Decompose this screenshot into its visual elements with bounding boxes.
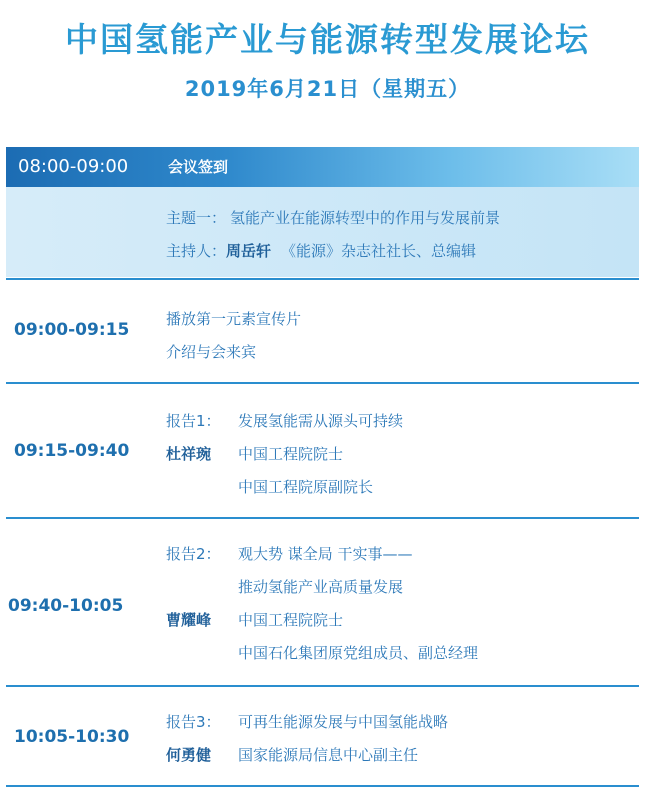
- speaker-title: 中国工程院院士: [238, 445, 344, 463]
- session-time: 10:05-10:30: [14, 727, 130, 747]
- row-divider: [6, 382, 639, 384]
- row-divider: [6, 517, 639, 519]
- report-title: 推动氢能产业高质量发展: [238, 578, 404, 596]
- report-title: 可再生能源发展与中国氢能战略: [238, 713, 449, 731]
- speaker-title: 中国工程院院士: [238, 611, 344, 629]
- report-label: 报告3：: [166, 713, 221, 731]
- session-item: 介绍与会来宾: [166, 343, 257, 361]
- speaker-name: 何勇健: [166, 746, 212, 764]
- signin-time: 08:00-09:00: [18, 156, 129, 177]
- signin-label: 会议签到: [168, 158, 229, 176]
- session-time: 09:15-09:40: [14, 441, 130, 461]
- page-title: 中国氢能产业与能源转型发展论坛: [65, 20, 590, 59]
- speaker-name: 杜祥琬: [166, 445, 212, 463]
- speaker-title: 中国工程院原副院长: [238, 478, 374, 496]
- report-label: 报告2：: [166, 545, 221, 563]
- row-divider: [6, 785, 639, 787]
- speaker-title: 中国石化集团原党组成员、副总经理: [238, 644, 479, 662]
- event-date: 2019年6月21日（星期五）: [184, 77, 471, 101]
- row-divider: [6, 278, 639, 280]
- report-title: 观大势 谋全局 干实事——: [238, 545, 413, 563]
- theme-line: [166, 207, 500, 228]
- theme-label: 主题一：: [166, 209, 227, 227]
- row-divider: [6, 685, 639, 687]
- speaker-name: 曹耀峰: [166, 611, 212, 629]
- speaker-title: 国家能源局信息中心副主任: [238, 746, 419, 764]
- theme-text: 氢能产业在能源转型中的作用与发展前景: [230, 209, 501, 227]
- report-title: 发展氢能需从源头可持续: [238, 412, 404, 430]
- report-label: 报告1：: [166, 412, 221, 430]
- host-name: 周岳轩: [226, 242, 272, 260]
- session-time: 09:00-09:15: [14, 320, 130, 340]
- session-item: 播放第一元素宣传片: [166, 310, 302, 328]
- host-label: 主持人：: [166, 242, 227, 260]
- host-title: 《能源》杂志社社长、总编辑: [281, 242, 477, 260]
- signin-bar: [6, 147, 639, 187]
- host-line: [166, 240, 476, 261]
- theme-block: [6, 187, 639, 277]
- session-time: 09:40-10:05: [8, 596, 124, 616]
